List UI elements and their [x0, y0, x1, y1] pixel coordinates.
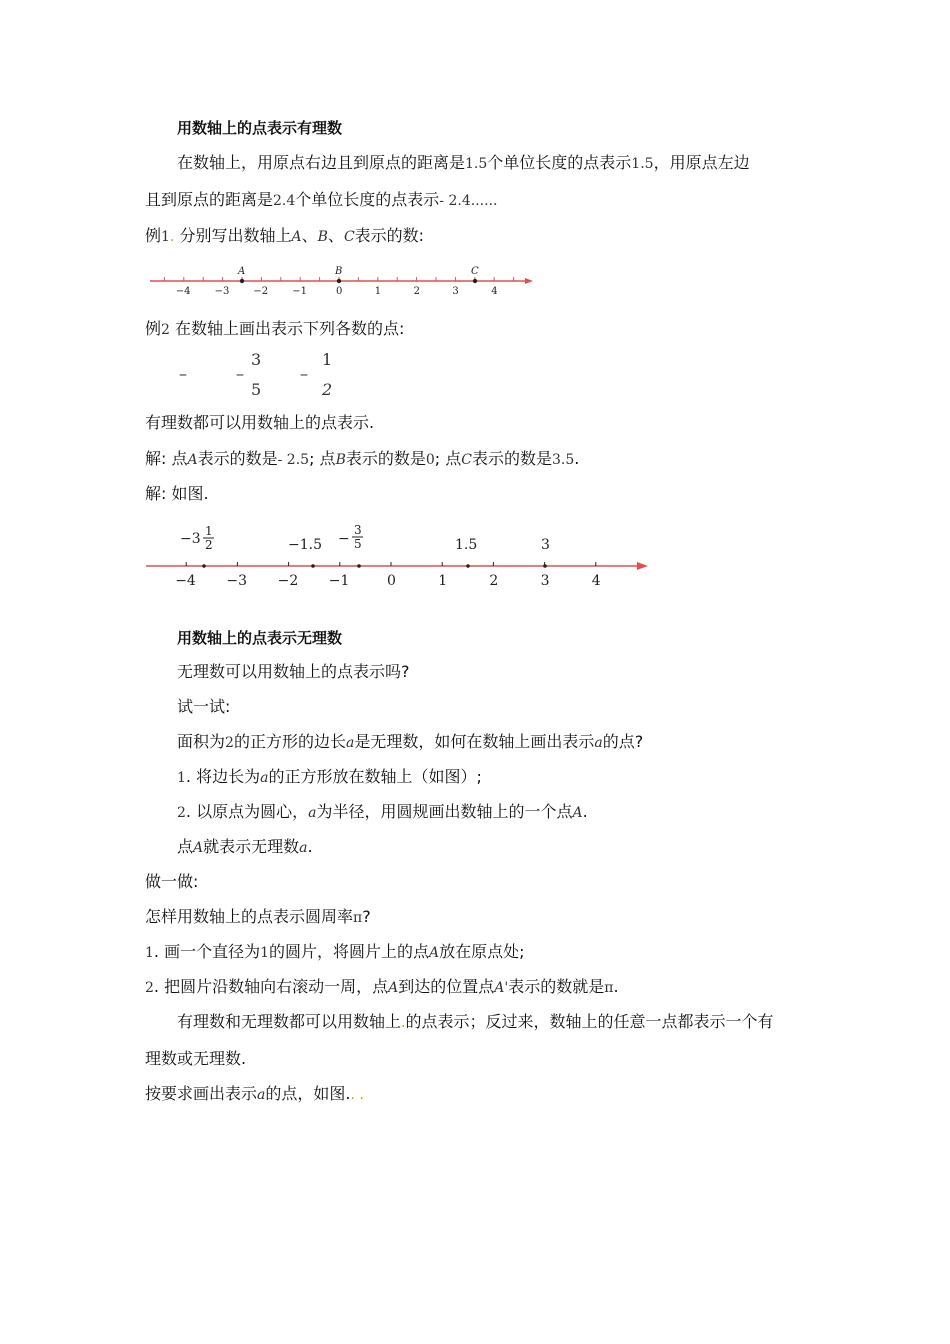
example-number: 2: [161, 322, 170, 338]
point-label-b: B: [335, 266, 343, 277]
text: 点: [177, 837, 194, 856]
point: [311, 564, 315, 568]
text: 在数轴上，用原点右边且到原点的距离是: [177, 153, 466, 172]
variable: a: [594, 735, 603, 751]
text: 的正方形的边长: [233, 732, 346, 751]
tick-label: 1: [374, 286, 382, 297]
text: . 以原点为圆心，: [185, 802, 309, 821]
mark: . .: [350, 1087, 364, 1103]
text: .: [574, 449, 580, 468]
text: . 把圆片沿数轴向右滚动一周，点: [153, 977, 389, 996]
text: ，用原点左边: [653, 153, 750, 172]
tick-label: 2: [413, 286, 420, 297]
text: . 画一个直径为: [153, 942, 261, 961]
text: 是无理数，如何在数轴上画出表示: [354, 732, 595, 751]
step-number: 1: [177, 770, 186, 786]
fraction-denominator: 2: [322, 380, 333, 399]
tick-label: 0: [387, 573, 396, 589]
ellipsis: ......: [470, 193, 498, 209]
text: 放在原点处;: [439, 942, 525, 961]
text: 的点表示；反过来，数轴上的任意一点都表示一个有: [405, 1012, 774, 1031]
point-name: A: [388, 980, 399, 996]
text: 在数轴上画出表示下列各数的点:: [169, 319, 405, 338]
variable: a: [299, 840, 308, 856]
point-name: A: [572, 805, 583, 821]
variable: a: [345, 735, 355, 751]
pi-step-2: [145, 976, 619, 999]
step-number: 2: [177, 805, 186, 821]
text: 、: [301, 226, 318, 245]
pi-step-1: [145, 941, 525, 964]
tick-label: 1: [438, 573, 448, 589]
number: 1: [260, 945, 270, 961]
text: 表示的数就是: [508, 977, 605, 996]
label-minus-1-5: −1.5: [288, 537, 322, 553]
text: 按要求画出表示: [145, 1084, 258, 1103]
point: [466, 564, 470, 568]
point-name: B: [335, 452, 346, 468]
section-heading-irrational: 用数轴上的点表示无理数: [177, 629, 343, 647]
label-fraction-den: 5: [354, 537, 362, 551]
text: 分别写出数轴上: [174, 226, 292, 245]
step-number: 2: [145, 980, 154, 996]
text: 有理数和无理数都可以用数轴上: [177, 1012, 402, 1031]
text: . 将边长为: [185, 767, 261, 786]
tick-label: −2: [253, 286, 269, 297]
label-1-5: 1.5: [455, 537, 478, 553]
text: 为半径，用圆规画出数轴上的一个点: [316, 802, 573, 821]
text: 的点，如图.: [265, 1084, 351, 1103]
do-label: 做一做:: [145, 872, 199, 891]
summary-line-1: [177, 1011, 773, 1034]
tick-label: −4: [175, 573, 196, 589]
step-1: [177, 766, 482, 789]
variable: a: [260, 770, 269, 786]
point-label-a: A: [238, 266, 246, 277]
text: ?: [362, 907, 371, 926]
try-label: 试一试:: [177, 697, 231, 716]
tick-label: 2: [489, 573, 499, 589]
rational-note: 有理数都可以用数轴上的点表示.: [145, 413, 375, 432]
number: - 2.5: [277, 452, 310, 468]
point-name: C: [461, 452, 472, 468]
text: 的圆片，将圆片上的点: [269, 942, 430, 961]
example-prefix: 例: [145, 226, 162, 245]
number: 2.4: [273, 193, 296, 209]
tick-label: −1: [292, 286, 307, 297]
point-name: A': [494, 980, 509, 996]
label-fraction-den: 2: [205, 538, 213, 552]
number: 2: [225, 735, 234, 751]
point-name: C: [343, 229, 355, 245]
point-name: A: [291, 229, 302, 245]
point-name: A: [193, 840, 204, 856]
example-prefix: 例: [145, 319, 162, 338]
step-number: 1: [145, 945, 154, 961]
tick-label: 3: [452, 286, 459, 297]
label-fraction-num: 3: [354, 523, 362, 537]
label-fraction-num: 1: [205, 524, 213, 538]
text: 的点?: [602, 732, 644, 751]
minus-sign: –: [179, 364, 187, 383]
text: .: [613, 977, 619, 996]
pi-symbol: π: [604, 980, 614, 996]
fraction-denominator: 5: [251, 380, 262, 399]
question-pi: [145, 906, 371, 929]
tick-label: 4: [591, 573, 601, 589]
text: ; 点: [434, 449, 462, 468]
text: 怎样用数轴上的点表示圆周率: [145, 907, 354, 926]
tick-label: 0: [336, 286, 343, 297]
variable: a: [257, 1087, 266, 1103]
text: 就表示无理数: [203, 837, 300, 856]
tick-label: −4: [175, 286, 191, 297]
tick-label: −1: [328, 573, 350, 589]
text: ; 点: [309, 449, 336, 468]
point: [202, 564, 206, 568]
mark: .: [401, 1015, 406, 1031]
point: [357, 564, 361, 568]
number: - 2.4: [439, 193, 471, 209]
question: 无理数可以用数轴上的点表示吗?: [177, 662, 410, 681]
text: .: [307, 837, 313, 856]
axis-arrow: [637, 562, 648, 570]
text: 解: 点: [145, 449, 188, 468]
point-name: B: [317, 229, 328, 245]
text: 个单位长度的点表示: [295, 190, 440, 209]
variable: a: [308, 805, 317, 821]
example-number: 1: [161, 229, 170, 245]
summary-line-2: 理数或无理数.: [145, 1049, 247, 1068]
solution-2: 解: 如图.: [145, 484, 209, 503]
text: 且到原点的距离是: [145, 190, 274, 209]
point-label-c: C: [471, 266, 479, 277]
tick-label: −3: [214, 286, 230, 297]
tick-label: −2: [277, 573, 299, 589]
text: 表示的数是: [472, 449, 553, 468]
point-name: A: [429, 945, 440, 961]
text: 面积为: [177, 732, 226, 751]
pi-symbol: π: [353, 910, 363, 926]
paragraph-line: [177, 731, 643, 754]
text: 到达的位置点: [398, 977, 495, 996]
last-line: [145, 1083, 364, 1106]
mark: .: [169, 229, 175, 245]
label-minus-three-fifths: −: [338, 531, 350, 547]
point-name: A: [187, 452, 198, 468]
conclusion: [177, 836, 313, 859]
text: 、: [327, 226, 344, 245]
text: 的正方形放在数轴上（如图）;: [268, 767, 482, 786]
step-2: [177, 801, 588, 824]
tick-label: 4: [491, 286, 498, 297]
text: 表示的数是: [197, 449, 278, 468]
point: [543, 564, 547, 568]
text: .: [582, 802, 588, 821]
fraction-minus: –: [300, 364, 308, 383]
label-minus-3-half: −3: [180, 531, 201, 547]
text: 表示的数是: [345, 449, 426, 468]
tick-label: −3: [226, 573, 248, 589]
number: 1.5: [465, 156, 488, 172]
tick-label: 3: [540, 573, 550, 589]
number: 1.5: [631, 156, 654, 172]
number: 0: [425, 452, 435, 468]
text: 表示的数:: [354, 226, 425, 245]
number: 3.5: [552, 452, 575, 468]
label-3: 3: [541, 537, 550, 553]
text: 个单位长度的点表示: [487, 153, 632, 172]
fraction-numerator: 1: [322, 350, 333, 369]
section-heading-rational: 用数轴上的点表示有理数: [177, 119, 343, 137]
fraction-numerator: 3: [251, 350, 262, 369]
fraction-minus: –: [236, 364, 244, 383]
